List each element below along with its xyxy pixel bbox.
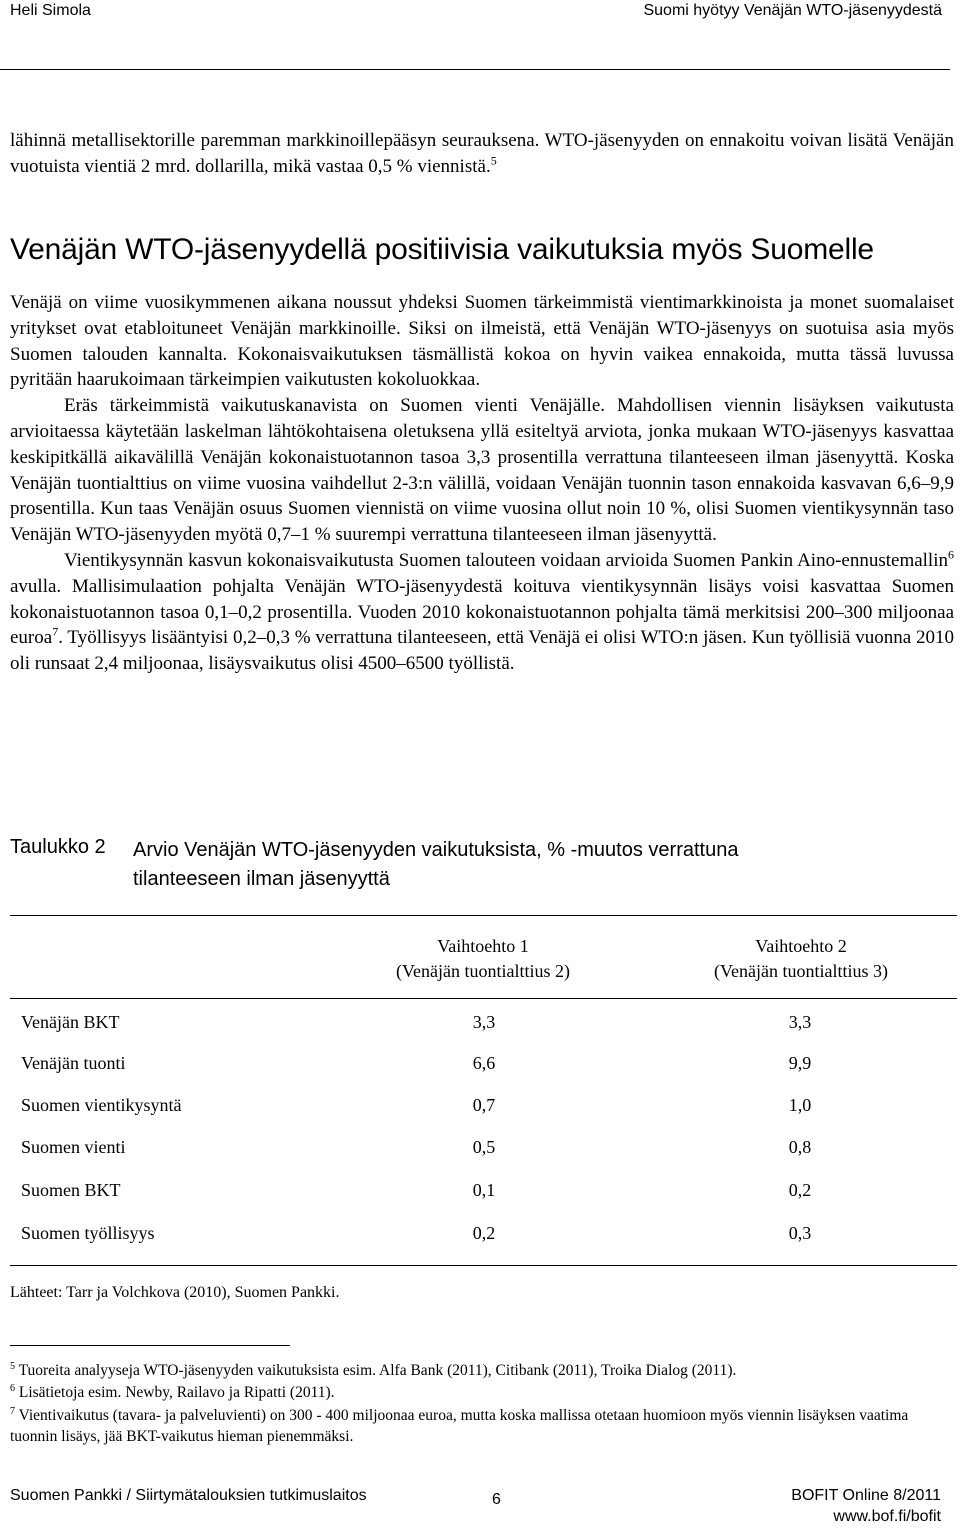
table-cell-option-1: 0,5 (472, 1137, 496, 1157)
column-header-option-2: Vaihtoehto 2 (Venäjän tuontialttius 3) (714, 936, 888, 981)
table-row-label: Suomen vienti (21, 1137, 126, 1157)
footnote-5: $^5$ Tuoreita analyyseja WTO-jäsenyyden vaikutuksista esim. Alfa Bank (2011), Citibank (2011), Troika Dialog (2011). (10, 1360, 737, 1379)
paragraph-2: Eräs tärkeimmistä vaikutuskanavista on Suomen vienti Venäjälle. Mahdollisen viennin lisäyksen vaikutusta arvioitaessa käytetään laskelman lähtökohtaisena oletuksena yllä esiteltyä arviota, jonka mukaan WTO-jäsenyys kasvattaa keskipitkällä aikavälillä Venäjän kokonaistuotannon tasoa 3,3 prosentilla verrattuna tilanteeseen ilman jäsenyyttä. Koska Venäjän tuontialttius on viime vuosina vaihdellut 2-3:n välillä, voidaan Venäjän tuonnin tason ennakoida kasvavan 6,6–9,9 prosentilla. Kun taas Venäjän osuus Suomen viennistä on viime vuosina ollut noin 10 %, olisi Suomen vientikysynnän taso Venäjän WTO-jäsenyyden myötä 0,7–1 % suurempi verrattuna tilanteeseen ilman jäsenyyttä. (10, 395, 954, 546)
footnote-7: $^7$ Vientivaikutus (tavara- ja palveluvienti) on 300 - 400 miljoonaa euroa, mutta koska mallissa otetaan huomioon myös viennin lisäyksen vaatima tuonnin lisäys, jää BKT-vaikutus hieman pienemmäksi. (10, 1405, 909, 1445)
table-cell-option-1: 0,1 (472, 1180, 496, 1200)
paragraph-1: Venäjä on viime vuosikymmenen aikana noussut yhdeksi Suomen tärkeimmistä vientimarkkinoista ja monet suomalaiset yritykset ovat etabloituneet Venäjän markkinoille. Siksi on ilmeistä, että Venäjän WTO-jäsenyys on suotuisa asia myös Suomen talouden kannalta. Kokonaisvaikutuksen täsmällistä kokoa on hyvin vaikea ennakoida, mutta tässä luvussa pyritään haarukoimaan tärkeimpien vaikutusten kokoluokkaa. (10, 292, 954, 391)
header-author: Heli Simola (10, 2, 91, 19)
footnote-ref-5[interactable]: 5 (490, 153, 497, 168)
table-cell-option-2: 0,8 (788, 1137, 812, 1157)
footnote-rule (10, 1345, 290, 1346)
table-cell-option-1: 6,6 (472, 1053, 496, 1073)
column-header-option-1: Vaihtoehto 1 (Venäjän tuontialttius 2) (396, 936, 570, 981)
table-cell-option-2: 3,3 (788, 1012, 812, 1032)
table-cell-option-1: 0,7 (472, 1095, 496, 1115)
table-source: Lähteet: Tarr ja Volchkova (2010), Suomen Pankki. (10, 1284, 340, 1301)
table-title: Arvio Venäjän WTO-jäsenyyden vaikutuksista, % -muutos verrattuna tilanteeseen ilman jäsenyyttä (133, 839, 739, 890)
footer-url[interactable]: www.bof.fi/bofit (833, 1508, 941, 1525)
header-title: Suomi hyötyy Venäjän WTO-jäsenyydestä (643, 2, 942, 19)
table-top-rule (10, 915, 957, 916)
table-cell-option-1: 0,2 (472, 1223, 496, 1243)
table-row-label: Suomen työllisyys (21, 1223, 155, 1243)
section-heading: Venäjän WTO-jäsenyydellä positiivisia vaikutuksia myös Suomelle (10, 233, 874, 266)
page-number: 6 (492, 1491, 501, 1508)
table-cell-option-2: 1,0 (788, 1095, 812, 1115)
table-row-label: Suomen BKT (21, 1180, 121, 1200)
intro-paragraph (10, 128, 954, 180)
intro-text: lähinnä metallisektorille paremman markkinoillepääsyn seurauksena. WTO-jäsenyyden on ennakoitu voivan lisätä Venäjän vuotuista vientiä 2 mrd. dollarilla, mikä vastaa 0,5 % viennistä. (10, 130, 954, 177)
table-row-label: Venäjän BKT (21, 1012, 120, 1032)
table-row-label: Suomen vientikysyntä (21, 1095, 182, 1115)
paragraph-3: Vientikysynnän kasvun kokonaisvaikutusta Suomen talouteen voidaan arvioida Suomen Pankin Aino-ennustemallin$^6$ avulla. Mallisimulaation pohjalta Venäjän WTO-jäsenyydestä koituva vientikysynnän lisäys voisi kasvattaa Suomen kokonaistuotannon tasoa 0,1–0,2 prosentilla. Vuoden 2010 kokonaistuotannon pohjalta tämä merkitsisi 200–300 miljoonaa euroa$^7$. Työllisyys lisääntyisi 0,2–0,3 % verrattuna tilanteeseen, että Venäjä ei olisi WTO:n jäsen. Kun työllisiä vuonna 2010 oli runsaat 2,4 miljoonaa, lisäysvaikutus olisi 4500–6500 työllistä. (10, 547, 954, 675)
header-rule (0, 69, 950, 70)
footer-series: BOFIT Online 8/2011 (791, 1487, 941, 1504)
table-cell-option-2: 0,2 (788, 1180, 812, 1200)
table-cell-option-2: 9,9 (788, 1053, 812, 1073)
footnote-ref-7[interactable]: 7 (52, 625, 59, 640)
table-bottom-rule (10, 1265, 957, 1266)
section-body (10, 290, 954, 677)
table-cell-option-1: 3,3 (472, 1012, 496, 1032)
table-cell-option-2: 0,3 (788, 1223, 812, 1243)
table-header-rule (10, 998, 957, 999)
table-row-label: Venäjän tuonti (21, 1053, 126, 1073)
footnote-ref-6[interactable]: 6 (948, 547, 954, 562)
footer-publisher: Suomen Pankki / Siirtymätalouksien tutkimuslaitos (10, 1487, 367, 1504)
footnote-6: $^6$ Lisätietoja esim. Newby, Railavo ja Ripatti (2011). (10, 1382, 335, 1401)
table-label: Taulukko 2 (10, 836, 106, 858)
